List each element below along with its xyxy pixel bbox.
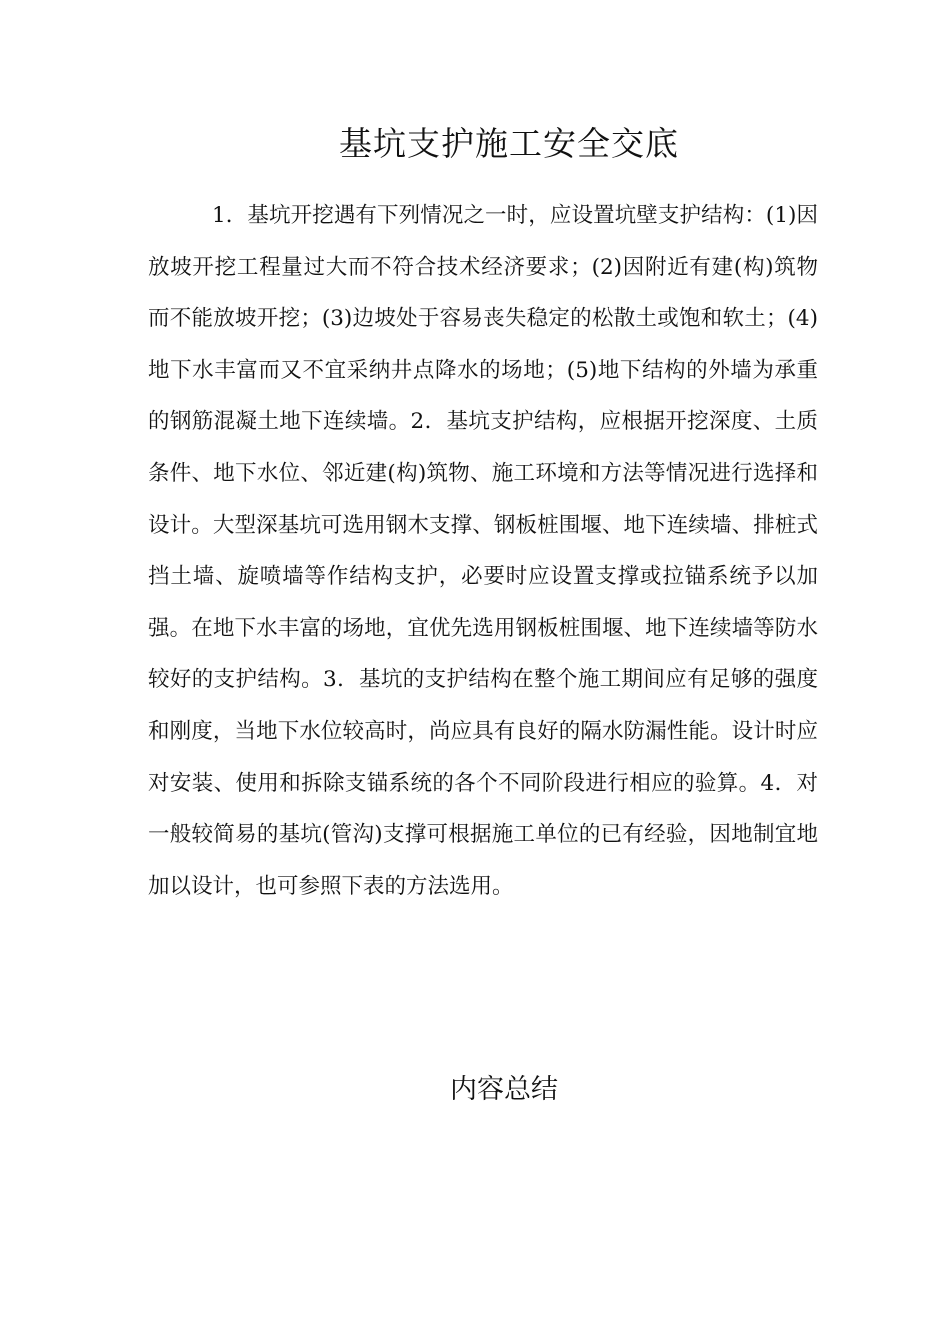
page-title: 基坑支护施工安全交底: [339, 124, 679, 163]
body-paragraph: 1．基坑开挖遇有下列情况之一时，应设置坑壁支护结构：(1)因放坡开挖工程量过大而不符合技术经济要求；(2)因附近有建(构)筑物而不能放坡开挖；(3)边坡处于容易丧失稳定的松散土或饱和软土；(4)地下水丰富而又不宜采纳井点降水的场地；(5)地下结构的外墙为承重的钢筋混凝土地下连续墙。2．基坑支护结构，应根据开挖深度、土质条件、地下水位、邻近建(构)筑物、施工环境和方法等情况进行选择和设计。大型深基坑可选用钢木支撑、钢板桩围堰、地下连续墙、排桩式挡土墙、旋喷墙等作结构支护，必要时应设置支撑或拉锚系统予以加强。在地下水丰富的场地，宜优先选用钢板桩围堰、地下连续墙等防水较好的支护结构。3．基坑的支护结构在整个施工期间应有足够的强度和刚度，当地下水位较高时，尚应具有良好的隔水防漏性能。设计时应对安装、使用和拆除支锚系统的各个不同阶段进行相应的验算。4．对一般较简易的基坑(管沟)支撑可根据施工单位的已有经验，因地制宜地加以设计，也可参照下表的方法选用。: [148, 203, 818, 899]
summary-heading: 内容总结: [450, 1074, 558, 1105]
